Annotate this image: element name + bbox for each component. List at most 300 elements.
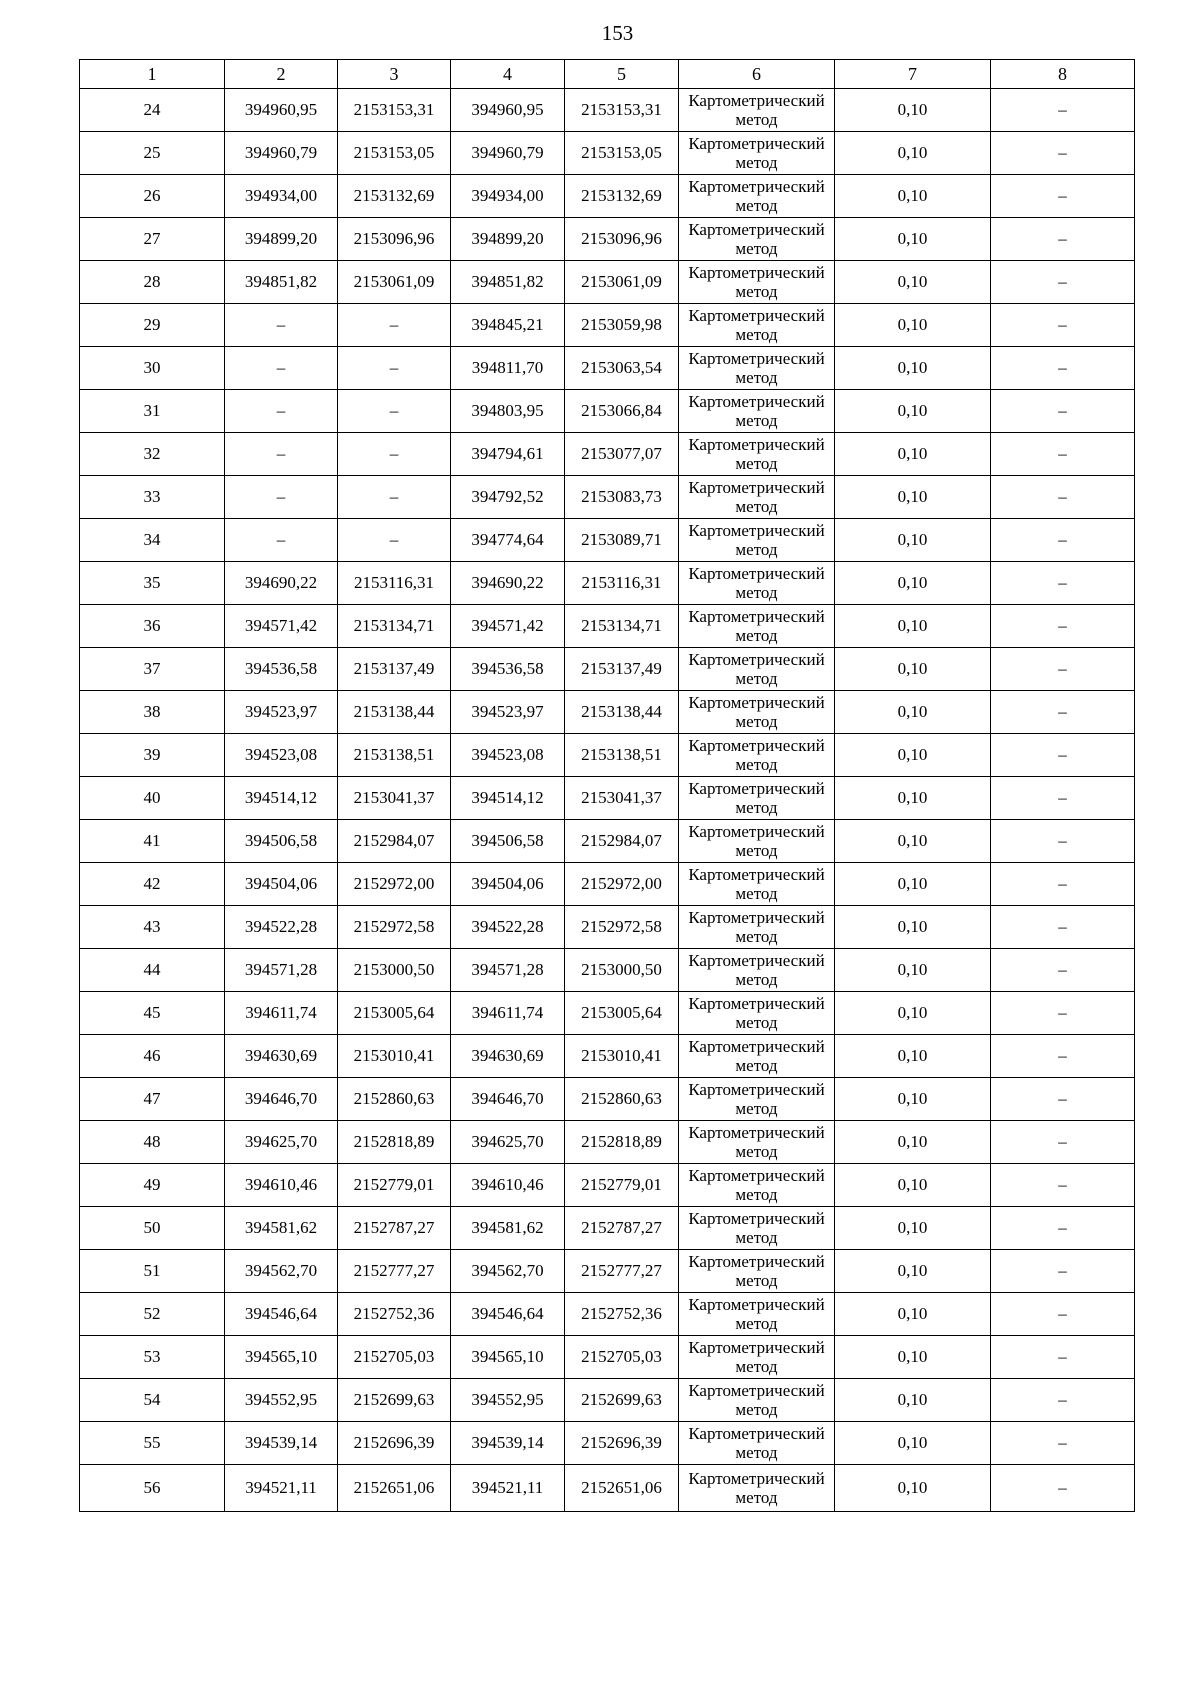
x-new-cell: 394960,79 (451, 132, 565, 175)
accuracy-cell: 0,10 (835, 691, 991, 734)
point-number-cell: 53 (80, 1336, 225, 1379)
x-existing-cell: 394552,95 (225, 1379, 338, 1422)
y-new-cell: 2153005,64 (565, 992, 679, 1035)
x-existing-cell: – (225, 476, 338, 519)
accuracy-cell: 0,10 (835, 519, 991, 562)
y-new-cell: 2153137,49 (565, 648, 679, 691)
method-line-1: Картометрический (688, 564, 825, 583)
table-row (80, 433, 1135, 476)
method-line-2: метод (735, 540, 778, 559)
x-existing-cell: 394522,28 (225, 906, 338, 949)
x-existing-cell: – (225, 304, 338, 347)
description-cell: – (991, 1207, 1135, 1250)
y-existing-cell: 2153138,44 (338, 691, 451, 734)
method-line-2: метод (735, 970, 778, 989)
method-cell (679, 906, 835, 949)
accuracy-cell: 0,10 (835, 1078, 991, 1121)
y-existing-cell: 2152696,39 (338, 1422, 451, 1465)
column-header: 8 (991, 60, 1135, 89)
x-new-cell: 394571,42 (451, 605, 565, 648)
method-line-2: метод (735, 239, 778, 258)
y-new-cell: 2153096,96 (565, 218, 679, 261)
method-cell (679, 949, 835, 992)
description-cell: – (991, 261, 1135, 304)
method-line-1: Картометрический (688, 1080, 825, 1099)
point-number-cell: 32 (80, 433, 225, 476)
y-new-cell: 2153059,98 (565, 304, 679, 347)
y-new-cell: 2153153,05 (565, 132, 679, 175)
table-row (80, 992, 1135, 1035)
point-number-cell: 28 (80, 261, 225, 304)
table-row (80, 820, 1135, 863)
method-line-2: метод (735, 755, 778, 774)
description-cell: – (991, 1035, 1135, 1078)
method-cell (679, 347, 835, 390)
table-row (80, 691, 1135, 734)
x-new-cell: 394523,08 (451, 734, 565, 777)
x-new-cell: 394610,46 (451, 1164, 565, 1207)
x-existing-cell: 394504,06 (225, 863, 338, 906)
method-line-2: метод (735, 1056, 778, 1075)
table-row (80, 777, 1135, 820)
x-existing-cell: 394521,11 (225, 1465, 338, 1512)
method-line-1: Картометрический (688, 349, 825, 368)
table-row (80, 949, 1135, 992)
point-number-cell: 29 (80, 304, 225, 347)
method-line-1: Картометрический (688, 306, 825, 325)
method-line-1: Картометрический (688, 435, 825, 454)
table-body (80, 89, 1135, 1512)
y-new-cell: 2152651,06 (565, 1465, 679, 1512)
y-new-cell: 2153077,07 (565, 433, 679, 476)
y-new-cell: 2153132,69 (565, 175, 679, 218)
point-number-cell: 56 (80, 1465, 225, 1512)
accuracy-cell: 0,10 (835, 347, 991, 390)
table-header-row (80, 60, 1135, 89)
x-new-cell: 394552,95 (451, 1379, 565, 1422)
method-line-1: Картометрический (688, 1209, 825, 1228)
method-line-1: Картометрический (688, 994, 825, 1013)
method-line-2: метод (735, 884, 778, 903)
point-number-cell: 42 (80, 863, 225, 906)
y-new-cell: 2153010,41 (565, 1035, 679, 1078)
y-new-cell: 2152779,01 (565, 1164, 679, 1207)
y-new-cell: 2153066,84 (565, 390, 679, 433)
y-existing-cell: 2153153,05 (338, 132, 451, 175)
point-number-cell: 44 (80, 949, 225, 992)
x-new-cell: 394630,69 (451, 1035, 565, 1078)
description-cell: – (991, 304, 1135, 347)
method-cell (679, 433, 835, 476)
y-existing-cell: 2153137,49 (338, 648, 451, 691)
method-cell (679, 1379, 835, 1422)
point-number-cell: 43 (80, 906, 225, 949)
y-existing-cell: 2152787,27 (338, 1207, 451, 1250)
method-cell (679, 1422, 835, 1465)
method-line-1: Картометрический (688, 865, 825, 884)
method-line-2: метод (735, 583, 778, 602)
table-row (80, 218, 1135, 261)
x-new-cell: 394625,70 (451, 1121, 565, 1164)
description-cell: – (991, 347, 1135, 390)
method-cell (679, 218, 835, 261)
point-number-cell: 31 (80, 390, 225, 433)
table-row (80, 132, 1135, 175)
column-header: 3 (338, 60, 451, 89)
description-cell: – (991, 1336, 1135, 1379)
y-existing-cell: 2152752,36 (338, 1293, 451, 1336)
x-new-cell: 394794,61 (451, 433, 565, 476)
point-number-cell: 27 (80, 218, 225, 261)
x-new-cell: 394960,95 (451, 89, 565, 132)
point-number-cell: 49 (80, 1164, 225, 1207)
y-new-cell: 2153061,09 (565, 261, 679, 304)
y-new-cell: 2152705,03 (565, 1336, 679, 1379)
method-line-2: метод (735, 454, 778, 473)
x-new-cell: 394514,12 (451, 777, 565, 820)
method-line-2: метод (735, 1271, 778, 1290)
y-new-cell: 2153041,37 (565, 777, 679, 820)
description-cell: – (991, 1379, 1135, 1422)
method-line-2: метод (735, 497, 778, 516)
method-cell (679, 605, 835, 648)
method-cell (679, 132, 835, 175)
method-cell (679, 777, 835, 820)
x-existing-cell: 394506,58 (225, 820, 338, 863)
table-row (80, 89, 1135, 132)
description-cell: – (991, 1293, 1135, 1336)
y-existing-cell: 2153116,31 (338, 562, 451, 605)
x-new-cell: 394811,70 (451, 347, 565, 390)
method-line-2: метод (735, 1013, 778, 1032)
y-new-cell: 2152696,39 (565, 1422, 679, 1465)
accuracy-cell: 0,10 (835, 863, 991, 906)
description-cell: – (991, 175, 1135, 218)
accuracy-cell: 0,10 (835, 992, 991, 1035)
x-new-cell: 394521,11 (451, 1465, 565, 1512)
method-line-2: метод (735, 1228, 778, 1247)
method-line-2: метод (735, 153, 778, 172)
accuracy-cell: 0,10 (835, 605, 991, 648)
x-existing-cell: 394630,69 (225, 1035, 338, 1078)
description-cell: – (991, 1164, 1135, 1207)
y-new-cell: 2152818,89 (565, 1121, 679, 1164)
table-row (80, 906, 1135, 949)
table-row (80, 562, 1135, 605)
y-new-cell: 2153089,71 (565, 519, 679, 562)
description-cell: – (991, 1250, 1135, 1293)
method-cell (679, 175, 835, 218)
description-cell: – (991, 863, 1135, 906)
accuracy-cell: 0,10 (835, 1465, 991, 1512)
accuracy-cell: 0,10 (835, 1207, 991, 1250)
y-existing-cell: 2152777,27 (338, 1250, 451, 1293)
x-existing-cell: 394960,95 (225, 89, 338, 132)
point-number-cell: 34 (80, 519, 225, 562)
method-cell (679, 261, 835, 304)
y-new-cell: 2152972,58 (565, 906, 679, 949)
description-cell: – (991, 1465, 1135, 1512)
method-line-1: Картометрический (688, 1469, 825, 1488)
method-line-2: метод (735, 1488, 778, 1507)
table-row (80, 734, 1135, 777)
description-cell: – (991, 476, 1135, 519)
accuracy-cell: 0,10 (835, 1250, 991, 1293)
method-line-1: Картометрический (688, 779, 825, 798)
method-line-1: Картометрический (688, 1166, 825, 1185)
method-line-2: метод (735, 626, 778, 645)
method-line-2: метод (735, 325, 778, 344)
accuracy-cell: 0,10 (835, 1422, 991, 1465)
method-line-1: Картометрический (688, 134, 825, 153)
description-cell: – (991, 218, 1135, 261)
y-new-cell: 2152984,07 (565, 820, 679, 863)
method-line-1: Картометрический (688, 1424, 825, 1443)
x-new-cell: 394646,70 (451, 1078, 565, 1121)
accuracy-cell: 0,10 (835, 820, 991, 863)
point-number-cell: 46 (80, 1035, 225, 1078)
accuracy-cell: 0,10 (835, 218, 991, 261)
x-existing-cell: 394625,70 (225, 1121, 338, 1164)
x-existing-cell: 394581,62 (225, 1207, 338, 1250)
x-existing-cell: 394536,58 (225, 648, 338, 691)
coordinates-table (79, 59, 1135, 1512)
y-new-cell: 2152752,36 (565, 1293, 679, 1336)
point-number-cell: 25 (80, 132, 225, 175)
accuracy-cell: 0,10 (835, 132, 991, 175)
method-cell (679, 992, 835, 1035)
method-line-1: Картометрический (688, 1123, 825, 1142)
accuracy-cell: 0,10 (835, 1164, 991, 1207)
y-new-cell: 2153134,71 (565, 605, 679, 648)
y-existing-cell: 2152984,07 (338, 820, 451, 863)
table-row (80, 1121, 1135, 1164)
method-line-1: Картометрический (688, 650, 825, 669)
method-line-2: метод (735, 1099, 778, 1118)
table-row (80, 304, 1135, 347)
point-number-cell: 54 (80, 1379, 225, 1422)
x-new-cell: 394522,28 (451, 906, 565, 949)
method-cell (679, 863, 835, 906)
x-existing-cell: 394899,20 (225, 218, 338, 261)
x-new-cell: 394690,22 (451, 562, 565, 605)
method-cell (679, 519, 835, 562)
method-line-2: метод (735, 669, 778, 688)
method-line-1: Картометрический (688, 1252, 825, 1271)
method-line-2: метод (735, 110, 778, 129)
accuracy-cell: 0,10 (835, 1035, 991, 1078)
x-new-cell: 394611,74 (451, 992, 565, 1035)
point-number-cell: 26 (80, 175, 225, 218)
description-cell: – (991, 519, 1135, 562)
method-cell (679, 1293, 835, 1336)
y-new-cell: 2153000,50 (565, 949, 679, 992)
table-row (80, 519, 1135, 562)
method-line-2: метод (735, 196, 778, 215)
point-number-cell: 38 (80, 691, 225, 734)
x-new-cell: 394581,62 (451, 1207, 565, 1250)
y-existing-cell: – (338, 390, 451, 433)
table-row (80, 476, 1135, 519)
x-existing-cell: 394562,70 (225, 1250, 338, 1293)
y-existing-cell: – (338, 433, 451, 476)
method-line-1: Картометрический (688, 177, 825, 196)
method-cell (679, 820, 835, 863)
method-cell (679, 648, 835, 691)
method-cell (679, 1078, 835, 1121)
x-existing-cell: 394611,74 (225, 992, 338, 1035)
y-new-cell: 2153153,31 (565, 89, 679, 132)
method-line-2: метод (735, 282, 778, 301)
description-cell: – (991, 777, 1135, 820)
description-cell: – (991, 734, 1135, 777)
x-existing-cell: – (225, 519, 338, 562)
table-row (80, 863, 1135, 906)
y-new-cell: 2153138,44 (565, 691, 679, 734)
point-number-cell: 51 (80, 1250, 225, 1293)
method-line-2: метод (735, 1357, 778, 1376)
page-number: 153 (601, 21, 634, 45)
method-line-2: метод (735, 368, 778, 387)
y-existing-cell: 2153132,69 (338, 175, 451, 218)
method-line-2: метод (735, 1314, 778, 1333)
method-line-1: Картометрический (688, 1381, 825, 1400)
method-line-1: Картометрический (688, 521, 825, 540)
accuracy-cell: 0,10 (835, 562, 991, 605)
table-row (80, 390, 1135, 433)
point-number-cell: 39 (80, 734, 225, 777)
method-cell (679, 1336, 835, 1379)
y-existing-cell: 2152972,00 (338, 863, 451, 906)
y-new-cell: 2153083,73 (565, 476, 679, 519)
x-new-cell: 394571,28 (451, 949, 565, 992)
method-line-2: метод (735, 798, 778, 817)
method-cell (679, 562, 835, 605)
x-existing-cell: 394646,70 (225, 1078, 338, 1121)
y-existing-cell: 2153010,41 (338, 1035, 451, 1078)
y-existing-cell: 2153153,31 (338, 89, 451, 132)
x-new-cell: 394536,58 (451, 648, 565, 691)
description-cell: – (991, 949, 1135, 992)
accuracy-cell: 0,10 (835, 390, 991, 433)
point-number-cell: 24 (80, 89, 225, 132)
point-number-cell: 40 (80, 777, 225, 820)
description-cell: – (991, 562, 1135, 605)
x-existing-cell: 394610,46 (225, 1164, 338, 1207)
accuracy-cell: 0,10 (835, 433, 991, 476)
x-existing-cell: 394514,12 (225, 777, 338, 820)
y-existing-cell: 2153061,09 (338, 261, 451, 304)
table-row (80, 1465, 1135, 1512)
x-new-cell: 394851,82 (451, 261, 565, 304)
y-new-cell: 2152699,63 (565, 1379, 679, 1422)
accuracy-cell: 0,10 (835, 1293, 991, 1336)
point-number-cell: 48 (80, 1121, 225, 1164)
point-number-cell: 50 (80, 1207, 225, 1250)
accuracy-cell: 0,10 (835, 777, 991, 820)
method-cell (679, 1035, 835, 1078)
method-cell (679, 734, 835, 777)
x-existing-cell: 394539,14 (225, 1422, 338, 1465)
method-cell (679, 476, 835, 519)
column-header: 5 (565, 60, 679, 89)
y-existing-cell: 2152699,63 (338, 1379, 451, 1422)
x-new-cell: 394523,97 (451, 691, 565, 734)
x-new-cell: 394562,70 (451, 1250, 565, 1293)
method-line-1: Картометрический (688, 736, 825, 755)
x-new-cell: 394845,21 (451, 304, 565, 347)
x-new-cell: 394539,14 (451, 1422, 565, 1465)
description-cell: – (991, 132, 1135, 175)
y-existing-cell: 2152860,63 (338, 1078, 451, 1121)
description-cell: – (991, 648, 1135, 691)
point-number-cell: 33 (80, 476, 225, 519)
method-cell (679, 1121, 835, 1164)
method-line-2: метод (735, 1400, 778, 1419)
method-line-1: Картометрический (688, 1295, 825, 1314)
table-row (80, 1422, 1135, 1465)
x-new-cell: 394803,95 (451, 390, 565, 433)
x-new-cell: 394546,64 (451, 1293, 565, 1336)
x-new-cell: 394774,64 (451, 519, 565, 562)
method-cell (679, 304, 835, 347)
accuracy-cell: 0,10 (835, 261, 991, 304)
column-header: 6 (679, 60, 835, 89)
method-line-2: метод (735, 1185, 778, 1204)
table-row (80, 1379, 1135, 1422)
x-existing-cell: 394523,97 (225, 691, 338, 734)
method-line-1: Картометрический (688, 607, 825, 626)
method-line-1: Картометрический (688, 478, 825, 497)
y-existing-cell: 2153005,64 (338, 992, 451, 1035)
column-header: 7 (835, 60, 991, 89)
x-existing-cell: 394934,00 (225, 175, 338, 218)
point-number-cell: 52 (80, 1293, 225, 1336)
table-row (80, 1164, 1135, 1207)
y-existing-cell: 2152705,03 (338, 1336, 451, 1379)
point-number-cell: 37 (80, 648, 225, 691)
method-line-1: Картометрический (688, 263, 825, 282)
x-new-cell: 394504,06 (451, 863, 565, 906)
description-cell: – (991, 691, 1135, 734)
x-existing-cell: 394565,10 (225, 1336, 338, 1379)
method-cell (679, 1164, 835, 1207)
x-existing-cell: – (225, 390, 338, 433)
x-existing-cell: – (225, 347, 338, 390)
method-line-1: Картометрический (688, 822, 825, 841)
accuracy-cell: 0,10 (835, 175, 991, 218)
method-line-1: Картометрический (688, 220, 825, 239)
table-row (80, 1250, 1135, 1293)
description-cell: – (991, 89, 1135, 132)
accuracy-cell: 0,10 (835, 476, 991, 519)
y-new-cell: 2153116,31 (565, 562, 679, 605)
table-row (80, 1336, 1135, 1379)
table-row (80, 1078, 1135, 1121)
accuracy-cell: 0,10 (835, 906, 991, 949)
description-cell: – (991, 390, 1135, 433)
method-line-1: Картометрический (688, 1037, 825, 1056)
accuracy-cell: 0,10 (835, 89, 991, 132)
y-new-cell: 2153063,54 (565, 347, 679, 390)
y-new-cell: 2152787,27 (565, 1207, 679, 1250)
method-line-2: метод (735, 411, 778, 430)
method-cell (679, 691, 835, 734)
method-line-1: Картометрический (688, 1338, 825, 1357)
x-new-cell: 394899,20 (451, 218, 565, 261)
y-existing-cell: – (338, 476, 451, 519)
x-new-cell: 394565,10 (451, 1336, 565, 1379)
